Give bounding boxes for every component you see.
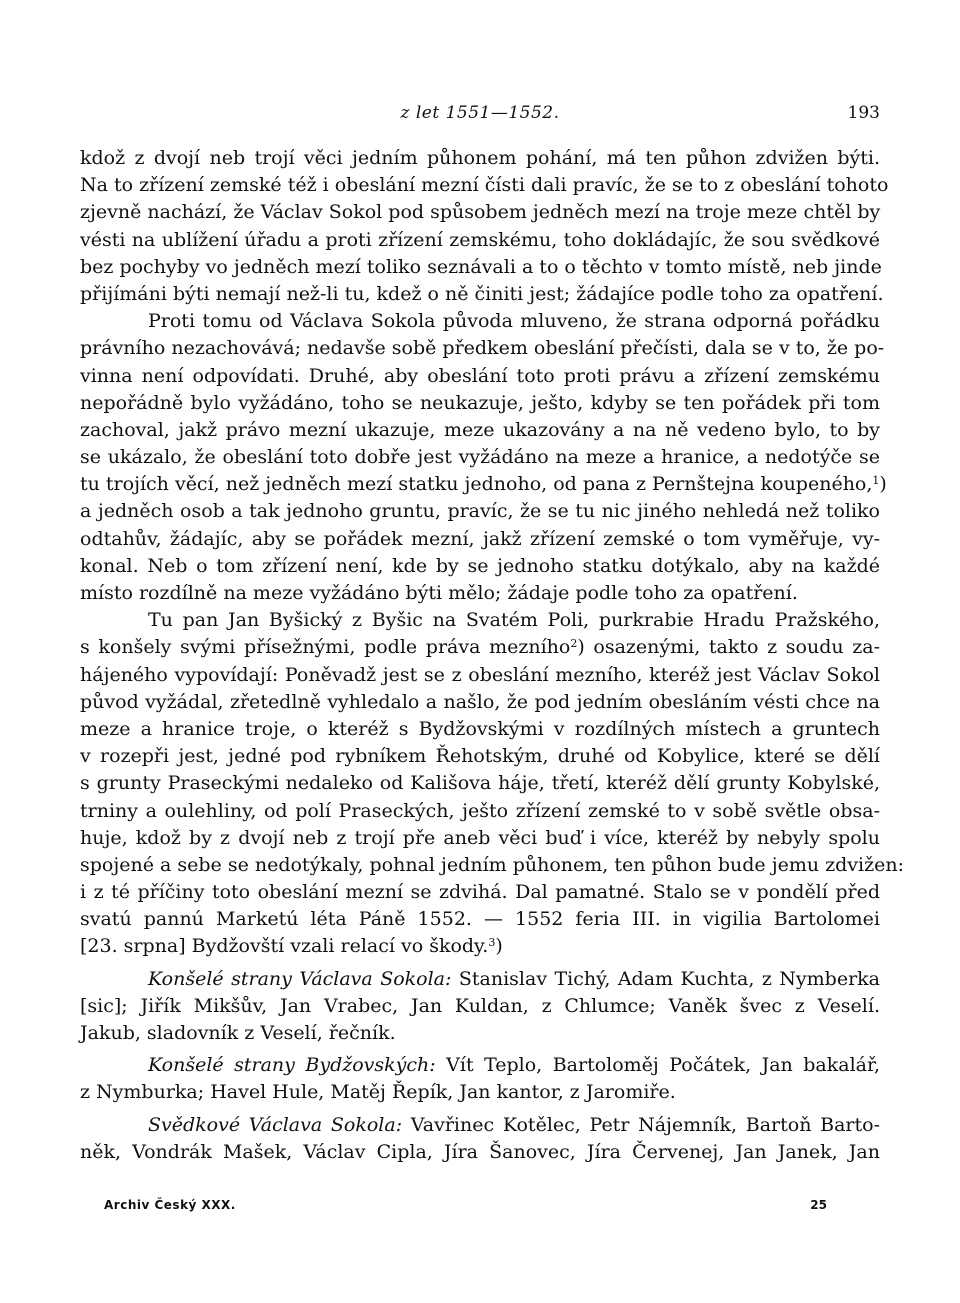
text-fragment: ) xyxy=(879,473,887,496)
text-fragment: [23. srpna] Bydžovští vzali relací vo škody. xyxy=(80,935,489,958)
italic-heading: Konšelé strany Václava Sokola: xyxy=(148,967,452,990)
text-fragment: ) xyxy=(495,935,503,958)
text-line: vinna není odpovídati. Druhé, aby obeslání toto proti právu a zřízení zemskému xyxy=(80,364,880,387)
footnote-marker: 3 xyxy=(488,936,496,950)
text-line: huje, kdož by z dvojí neb z trojí pře aneb věci buď i více, kteréž by nebyly spolu xyxy=(80,826,880,849)
page-number: 193 xyxy=(847,103,880,123)
text-fragment: tu trojích věcí, než jedněch mezí statku jednoho, od pana z Pernštejna koupeného, xyxy=(80,473,873,496)
text-line: konal. Neb o tom zřízení není, kde by se jednoho statku dotýkalo, aby na každé xyxy=(80,554,880,577)
text-fragment: Stanislav Tichý, Adam Kuchta, z Nymberka xyxy=(451,967,881,990)
text-line xyxy=(80,471,887,498)
text-line: něk, Vondrák Mašek, Václav Cipla, Jíra Šanovec, Jíra Červenej, Jan Janek, Jan xyxy=(80,1140,880,1163)
text-line: s grunty Praseckými nedaleko od Kališova háje, třetí, kteréž dělí grunty Kobylské, xyxy=(80,772,880,795)
text-line: se ukázalo, že obeslání toto dobře jest vyžádáno na meze a hranice, a nedotýče se xyxy=(80,446,880,469)
text-line: z Nymburka; Havel Hule, Matěj Řepík, Jan kantor, z Jaromiře. xyxy=(80,1081,676,1104)
text-line: Jakub, sladovník z Veselí, řečník. xyxy=(80,1022,396,1044)
text-line: spojené a sebe se nedotýkaly, pohnal jedním půhonem, ten půhon bude jemu zdvižen: xyxy=(80,853,905,876)
text-line xyxy=(80,933,880,960)
text-line: vésti na ublížení úřadu a proti zřízení zemskému, toho dokládajíc, že sou svědkové xyxy=(80,228,880,251)
text-line: zjevně nachází, že Václav Sokol pod spůsobem jedněch mezí na troje meze chtěl by xyxy=(80,201,881,224)
text-line: místo rozdílně na meze vyžádáno býti mělo; žádaje podle toho za opatření. xyxy=(80,582,798,604)
text-line: meze a hranice troje, o kteréž s Bydžovskými v rozdílných místech a gruntech xyxy=(80,717,880,740)
footnote-marker: 1 xyxy=(872,474,880,488)
text-line: v rozepři jest, jedné pod rybníkem Řehotským, druhé od Kobylice, které se dělí xyxy=(80,745,880,768)
text-line: nepořádně bylo vyžádáno, toho se neukazuje, ješto, kdyby se ten pořádek při tom xyxy=(80,391,880,414)
text-line: a jedněch osob a tak jednoho gruntu, pravíc, že se tu nic jiného nehledá než toliko xyxy=(80,500,880,523)
text-line: bez pochyby vo jedněch mezí toliko seznávali a to o těchto v tomto místě, neb jinde xyxy=(80,255,882,278)
text-fragment: Vavřinec Kotělec, Petr Nájemník, Bartoň Barto- xyxy=(402,1113,880,1136)
text-line: právního nezachovává; nedavše sobě předkem obeslání přečísti, dala se v to, že po- xyxy=(80,337,885,360)
text-line: trniny a oulehliny, od polí Praseckých, ješto zřízení zemské to v sobě světle obsa- xyxy=(80,799,880,822)
text-line: původ vyžádal, zřetedlně vyhledalo a našlo, že pod jedním obesláním vésti chce na xyxy=(80,690,880,713)
page-header xyxy=(80,103,880,129)
text-line: zachoval, jakž právo mezní ukazuje, meze ukazovány a na ně vedeno bylo, to by xyxy=(80,418,880,441)
italic-heading: Konšelé strany Bydžovských: xyxy=(148,1054,436,1077)
body-text xyxy=(80,145,905,1166)
text-line: Na to zřízení zemské též i obeslání mezní čísti dali pravíc, že se to z obeslání tohoto xyxy=(80,174,889,197)
text-fragment: Vít Teplo, Bartoloměj Počátek, Jan bakalář, xyxy=(435,1054,881,1077)
text-line xyxy=(80,1112,880,1139)
sheet-number: 25 xyxy=(810,1198,827,1212)
page-footer xyxy=(80,1198,880,1220)
text-line xyxy=(80,1052,880,1079)
running-title: z let 1551—1552. xyxy=(400,103,560,123)
text-line: Tu pan Jan Byšický z Byšic na Svatém Poli, purkrabie Hradu Pražského, xyxy=(148,609,880,632)
footnote-marker: 2 xyxy=(570,637,578,651)
text-line: hájeného vypovídají: Poněvadž jest se z obeslání mezního, kteréž jest Václav Sokol xyxy=(80,663,880,686)
text-line xyxy=(80,966,880,993)
italic-heading: Svědkové Václava Sokola: xyxy=(148,1113,403,1136)
text-line: odtahův, žádajíc, aby se pořádek mezní, jakž zřízení zemské o tom vyměřuje, vy- xyxy=(80,527,880,550)
text-line: svatú pannú Marketú léta Páně 1552. — 1552 feria III. in vigilia Bartolomei xyxy=(80,908,880,931)
text-line: přijímáni býti nemají než-li tu, kdež o ně činiti jest; žádajíce podle toho za opatření. xyxy=(80,282,884,305)
text-line xyxy=(80,634,880,661)
text-line: [sic]; Jiřík Mikšův, Jan Vrabec, Jan Kuldan, z Chlumce; Vaněk švec z Veselí. xyxy=(80,994,880,1017)
text-line: i z té příčiny toto obeslání mezní se zdvihá. Dal pamatné. Stalo se v pondělí před xyxy=(80,881,880,904)
printer-signature: Archiv Český XXX. xyxy=(104,1198,236,1212)
text-line: Proti tomu od Václava Sokola původa mluveno, že strana odporná pořádku xyxy=(148,310,880,333)
text-fragment: s konšely svými přísežnými, podle práva mezního xyxy=(80,636,571,659)
text-line: kdož z dvojí neb trojí věci jedním půhonem pohání, má ten půhon zdvižen býti. xyxy=(80,147,880,169)
text-fragment: ) osazenými, takto z soudu za- xyxy=(577,636,880,659)
